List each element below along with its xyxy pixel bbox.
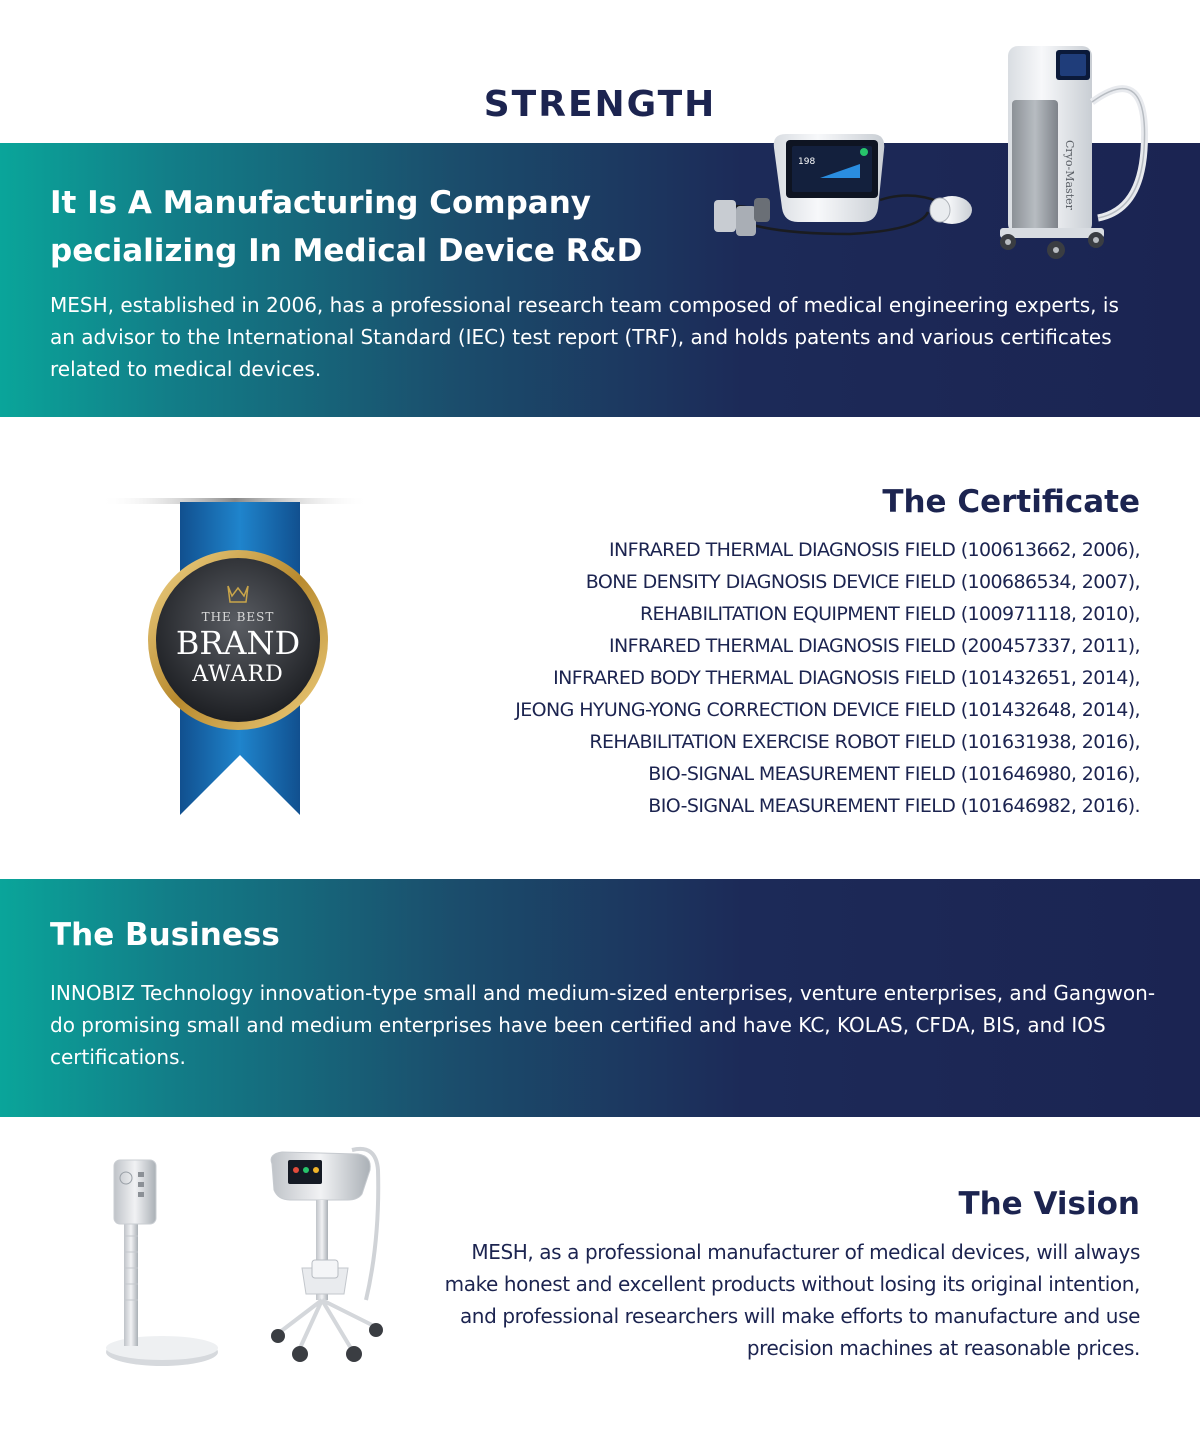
certificate-heading: The Certificate [882, 484, 1140, 520]
device-brand-label: Cryo-Master [1063, 140, 1076, 210]
manufacturing-description: MESH, established in 2006, has a professional research team composed of medical engineering experts, is an advisor to the International Standard (IEC) test report (TRF), and holds patents and various certificates related to medical devices. [50, 293, 1119, 381]
certificate-item: JEONG HYUNG-YONG CORRECTION DEVICE FIELD (101432648, 2014), [515, 699, 1140, 721]
certificate-item: INFRARED THERMAL DIAGNOSIS FIELD (100613662, 2006), [608, 539, 1140, 561]
manufacturing-title [50, 179, 690, 275]
business-description: INNOBIZ Technology innovation-type small and medium-sized enterprises, venture enterprises, and Gangwon-do promising small and medium enterprises have been certified and have KC, KOLAS, CFDA, BIS, and IOS certifications. [50, 981, 1156, 1069]
certificate-item: BIO-SIGNAL MEASUREMENT FIELD (101646980, 2016), [648, 763, 1140, 785]
device-readout: 198 [798, 157, 816, 167]
award-line2: BRAND [175, 624, 301, 662]
page-title: STRENGTH [483, 84, 717, 125]
certificate-item: REHABILITATION EQUIPMENT FIELD (100971118, 2010), [639, 603, 1140, 625]
cryo-machine [1000, 46, 1145, 259]
rehab-devices-image [90, 1140, 400, 1375]
certificate-item: INFRARED BODY THERMAL DIAGNOSIS FIELD (101432651, 2014), [553, 667, 1140, 689]
manufacturing-title-line1: It Is A Manufacturing Company [50, 185, 591, 221]
award-line3: AWARD [192, 662, 284, 687]
medical-devices-image [700, 40, 1170, 275]
award-line1: THE BEST [201, 610, 275, 624]
business-section [0, 879, 1200, 1117]
stand-device [106, 1160, 218, 1366]
certificate-item: INFRARED THERMAL DIAGNOSIS FIELD (200457337, 2011), [608, 635, 1140, 657]
award-ribbon-image [100, 490, 370, 820]
cart-device [271, 1149, 383, 1362]
desktop-device [714, 134, 972, 236]
certificate-item: REHABILITATION EXERCISE ROBOT FIELD (101631938, 2016), [589, 731, 1140, 753]
certificate-list [380, 534, 1140, 822]
vision-description: MESH, as a professional manufacturer of medical devices, will always make honest and excellent products without losing its original intention, and professional researchers will make efforts to manufacture and use precision machines at reasonable prices. [444, 1240, 1140, 1360]
certificate-item: BIO-SIGNAL MEASUREMENT FIELD (101646982, 2016). [648, 795, 1140, 817]
manufacturing-title-line2: pecializing In Medical Device R&D [50, 233, 643, 269]
business-heading: The Business [50, 917, 280, 953]
vision-heading: The Vision [958, 1186, 1140, 1222]
certificate-item: BONE DENSITY DIAGNOSIS DEVICE FIELD (100686534, 2007), [585, 571, 1140, 593]
